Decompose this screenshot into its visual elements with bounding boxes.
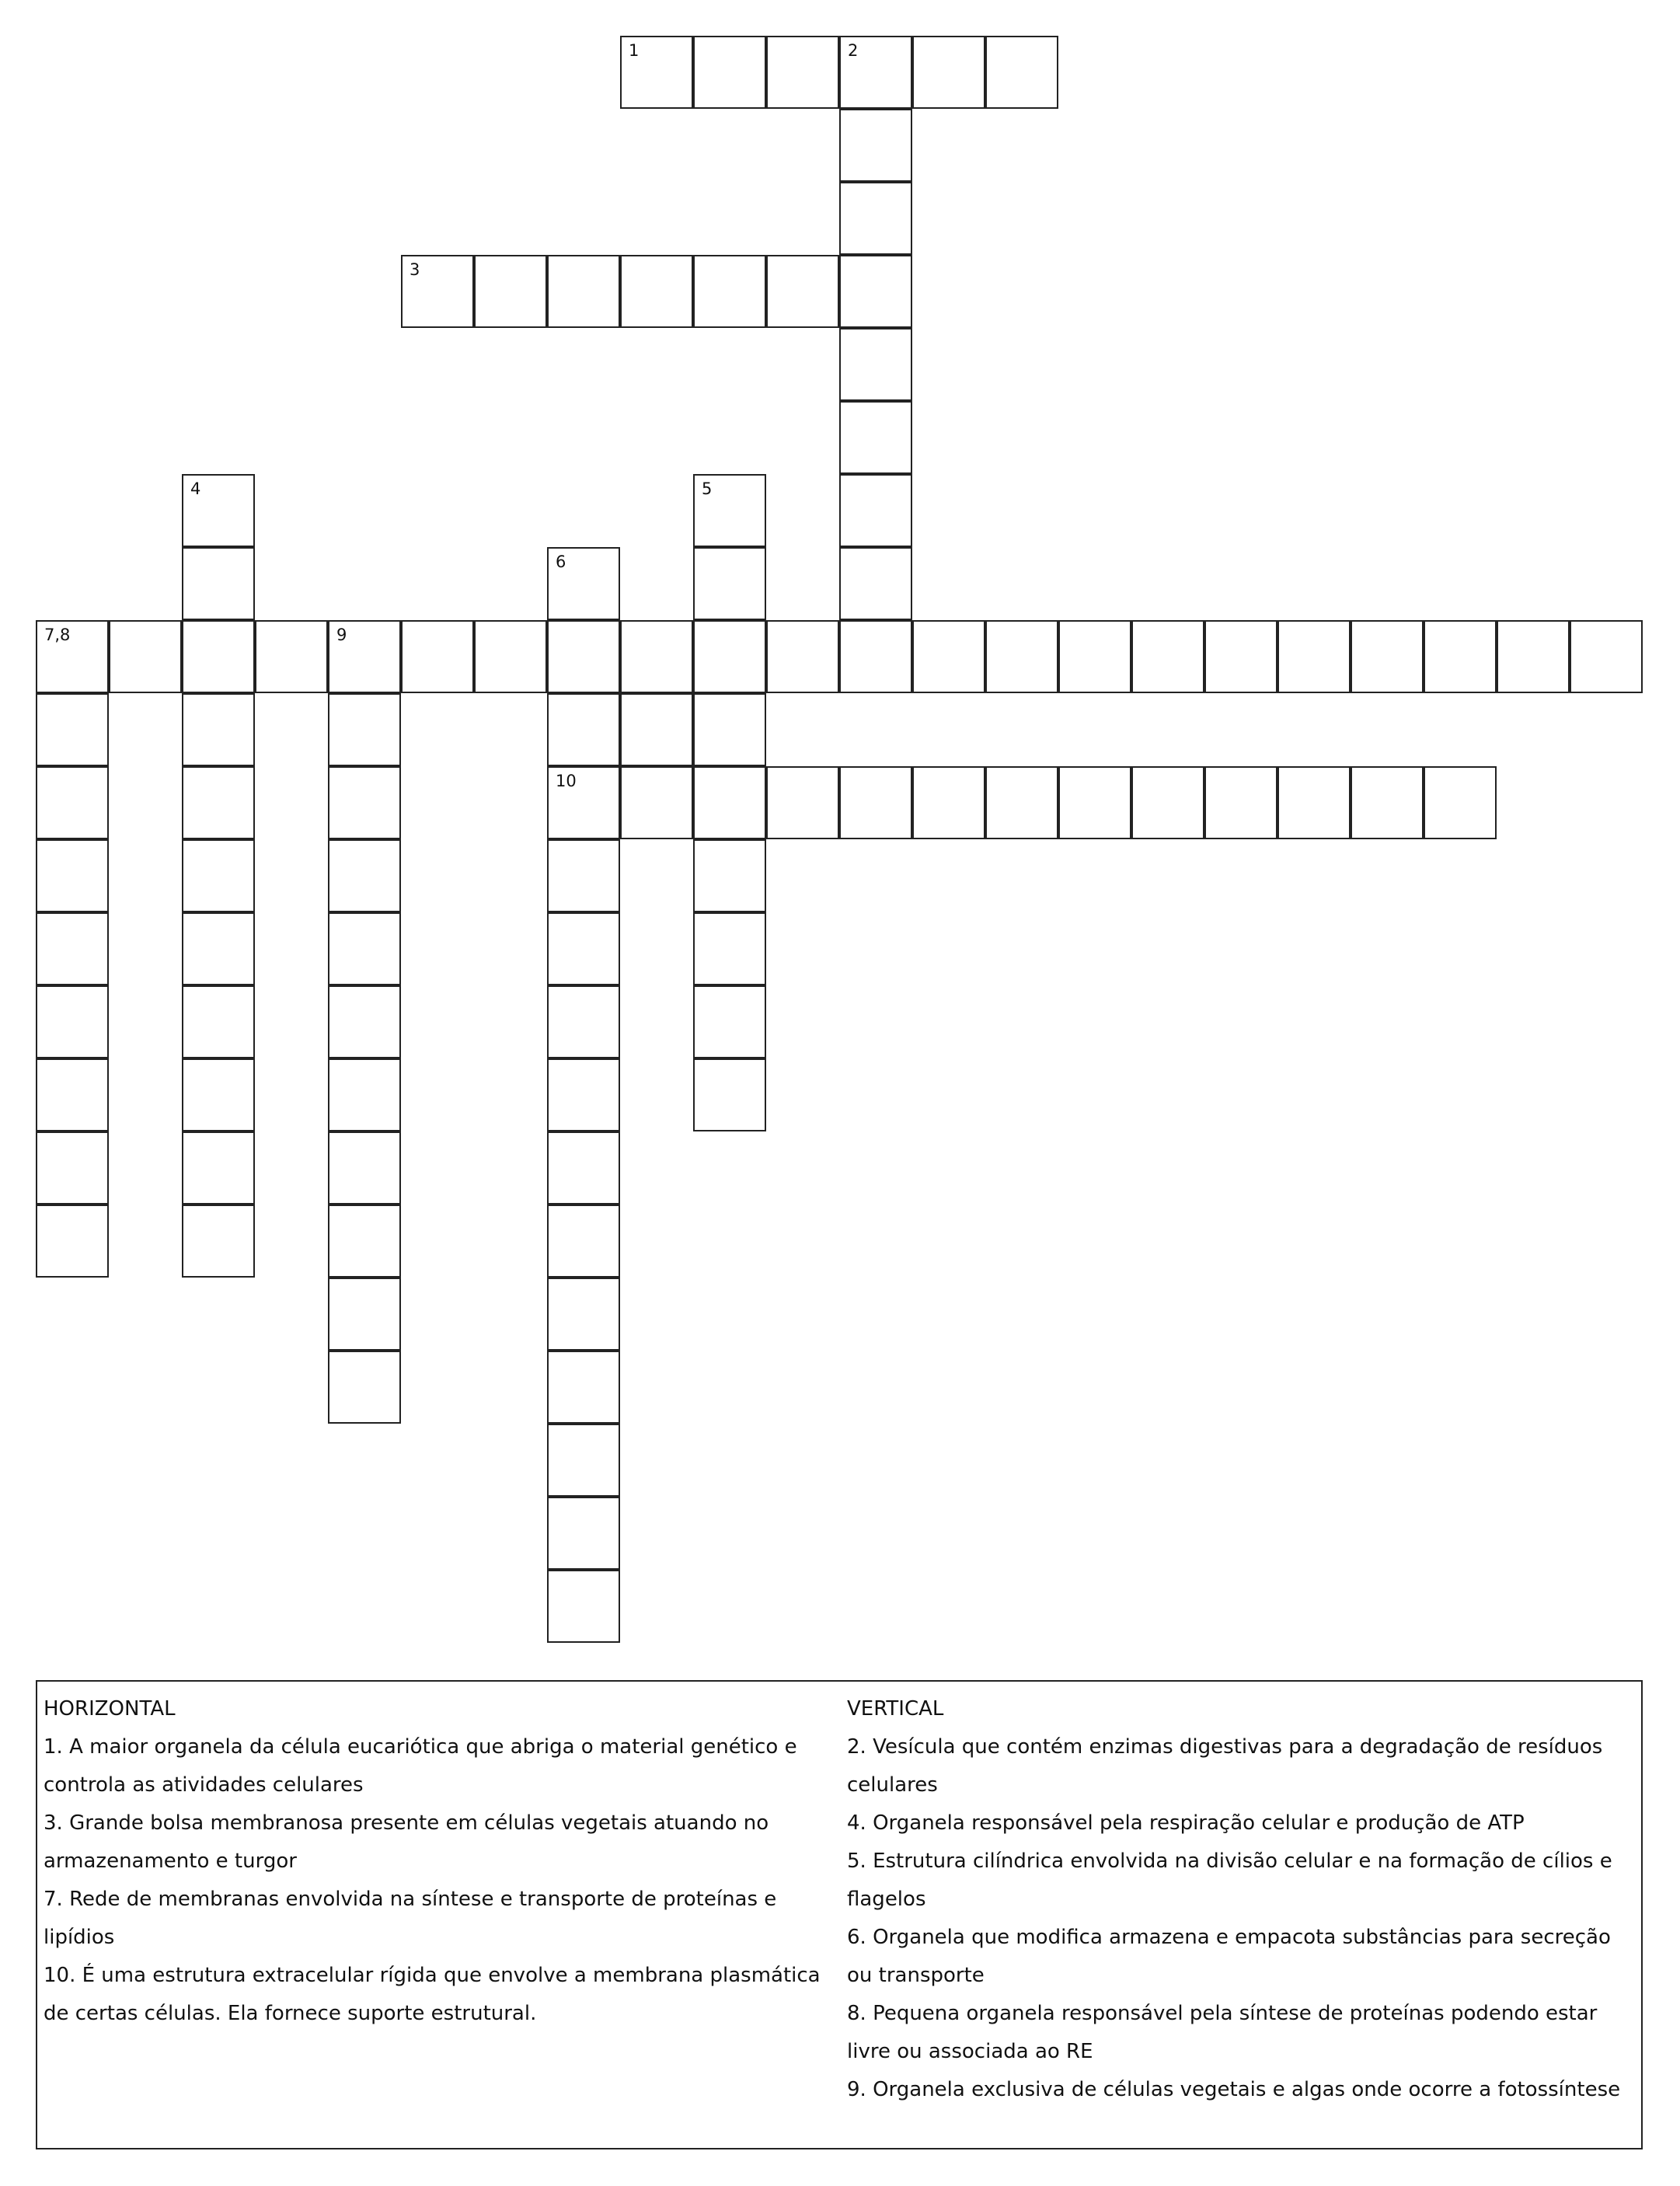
grid-cell[interactable] bbox=[547, 1424, 620, 1497]
vertical-clue-2: 2. Vesícula que contém enzimas digestivas para a degradação de resíduos celulares bbox=[847, 1735, 1603, 1797]
grid-cell[interactable] bbox=[182, 839, 255, 912]
horizontal-clue-1: 1. A maior organela da célula eucariótica que abriga o material genético e controla as atividades celulares bbox=[44, 1735, 797, 1797]
grid-cell[interactable] bbox=[693, 985, 766, 1058]
clue-number: 1 bbox=[629, 41, 640, 60]
grid-cell[interactable] bbox=[547, 1058, 620, 1131]
clue-number: 6 bbox=[556, 553, 566, 571]
grid-cell[interactable] bbox=[839, 620, 912, 693]
grid-cell[interactable] bbox=[547, 547, 620, 620]
grid-cell[interactable] bbox=[1058, 766, 1131, 839]
grid-cell[interactable] bbox=[36, 1205, 109, 1278]
clue-number: 2 bbox=[848, 41, 859, 60]
clue-number: 5 bbox=[702, 479, 713, 498]
grid-cell[interactable] bbox=[693, 1058, 766, 1131]
vertical-clue-6: 6. Organela que modifica armazena e empacota substâncias para secreção ou transporte bbox=[847, 1926, 1611, 1987]
grid-cell[interactable] bbox=[182, 620, 255, 693]
grid-cell[interactable] bbox=[1277, 620, 1351, 693]
grid-cell[interactable] bbox=[182, 693, 255, 766]
grid-cell[interactable] bbox=[912, 36, 985, 109]
grid-cell[interactable] bbox=[328, 985, 401, 1058]
vertical-clue-5: 5. Estrutura cilíndrica envolvida na divisão celular e na formação de cílios e flagelos bbox=[847, 1850, 1612, 1911]
grid-cell[interactable] bbox=[1131, 766, 1204, 839]
grid-cell[interactable] bbox=[328, 766, 401, 839]
clues-box bbox=[36, 1680, 1643, 2149]
grid-cell[interactable] bbox=[547, 1570, 620, 1643]
vertical-clue-8: 8. Pequena organela responsável pela síntese de proteínas podendo estar livre ou associada ao RE bbox=[847, 2002, 1598, 2063]
grid-cell[interactable] bbox=[1424, 766, 1497, 839]
grid-cell[interactable] bbox=[1497, 620, 1570, 693]
grid-cell[interactable] bbox=[36, 839, 109, 912]
grid-cell[interactable] bbox=[839, 547, 912, 620]
grid-cell[interactable] bbox=[620, 693, 693, 766]
grid-cell[interactable] bbox=[328, 693, 401, 766]
grid-cell[interactable] bbox=[693, 36, 766, 109]
horizontal-clue-7: 7. Rede de membranas envolvida na síntese e transporte de proteínas e lipídios bbox=[44, 1888, 777, 1949]
grid-cell[interactable] bbox=[547, 912, 620, 985]
grid-cell[interactable] bbox=[109, 620, 182, 693]
grid-cell[interactable] bbox=[547, 1278, 620, 1351]
grid-cell[interactable] bbox=[620, 36, 693, 109]
grid-cell[interactable] bbox=[182, 1058, 255, 1131]
grid-cell[interactable] bbox=[839, 36, 912, 109]
grid-cell[interactable] bbox=[1204, 766, 1277, 839]
grid-cell[interactable] bbox=[620, 766, 693, 839]
grid-cell[interactable] bbox=[839, 328, 912, 401]
horizontal-clue-3: 3. Grande bolsa membranosa presente em células vegetais atuando no armazenamento e turgor bbox=[44, 1811, 769, 1873]
grid-cell[interactable] bbox=[328, 620, 401, 693]
grid-cell[interactable] bbox=[839, 109, 912, 182]
horizontal-clue-10: 10. É uma estrutura extracelular rígida que envolve a membrana plasmática de certas células. Ela fornece suporte estrutural. bbox=[44, 1964, 821, 2025]
grid-cell[interactable] bbox=[693, 912, 766, 985]
grid-cell[interactable] bbox=[1570, 620, 1643, 693]
grid-cell[interactable] bbox=[36, 766, 109, 839]
vertical-clue-4: 4. Organela responsável pela respiração celular e produção de ATP bbox=[847, 1811, 1525, 1835]
grid-cell[interactable] bbox=[766, 255, 839, 328]
grid-cell[interactable] bbox=[839, 255, 912, 328]
grid-cell[interactable] bbox=[1351, 766, 1424, 839]
grid-cell[interactable] bbox=[1424, 620, 1497, 693]
grid-cell[interactable] bbox=[547, 1351, 620, 1424]
grid-cell[interactable] bbox=[1204, 620, 1277, 693]
grid-cell[interactable] bbox=[182, 474, 255, 547]
clue-number: 3 bbox=[410, 260, 420, 279]
grid-cell[interactable] bbox=[839, 401, 912, 474]
grid-cell[interactable] bbox=[474, 620, 547, 693]
grid-cell[interactable] bbox=[985, 620, 1058, 693]
grid-cell[interactable] bbox=[693, 839, 766, 912]
clue-number: 9 bbox=[336, 626, 347, 644]
grid-cell[interactable] bbox=[839, 474, 912, 547]
grid-cell[interactable] bbox=[328, 1351, 401, 1424]
grid-cell[interactable] bbox=[912, 766, 985, 839]
grid-cell[interactable] bbox=[36, 1058, 109, 1131]
grid-cell[interactable] bbox=[328, 1131, 401, 1205]
grid-cell[interactable] bbox=[182, 1131, 255, 1205]
grid-cell[interactable] bbox=[182, 1205, 255, 1278]
grid-cell[interactable] bbox=[328, 1278, 401, 1351]
grid-cell[interactable] bbox=[766, 620, 839, 693]
grid-cell[interactable] bbox=[36, 1131, 109, 1205]
grid-cell[interactable] bbox=[547, 255, 620, 328]
grid-cell[interactable] bbox=[693, 255, 766, 328]
grid-cell[interactable] bbox=[1277, 766, 1351, 839]
grid-cell[interactable] bbox=[693, 474, 766, 547]
grid-cell[interactable] bbox=[620, 255, 693, 328]
grid-cell[interactable] bbox=[36, 693, 109, 766]
grid-cell[interactable] bbox=[36, 985, 109, 1058]
grid-cell[interactable] bbox=[1351, 620, 1424, 693]
grid-cell[interactable] bbox=[766, 766, 839, 839]
grid-cell[interactable] bbox=[547, 1497, 620, 1570]
grid-cell[interactable] bbox=[547, 985, 620, 1058]
grid-cell[interactable] bbox=[985, 766, 1058, 839]
grid-cell[interactable] bbox=[1131, 620, 1204, 693]
grid-cell[interactable] bbox=[328, 1058, 401, 1131]
grid-cell[interactable] bbox=[693, 547, 766, 620]
grid-cell[interactable] bbox=[401, 255, 474, 328]
grid-cell[interactable] bbox=[182, 766, 255, 839]
grid-cell[interactable] bbox=[547, 1205, 620, 1278]
grid-cell[interactable] bbox=[693, 620, 766, 693]
grid-cell[interactable] bbox=[547, 693, 620, 766]
vertical-clues bbox=[847, 1690, 1640, 2109]
grid-cell[interactable] bbox=[547, 620, 620, 693]
grid-cell[interactable] bbox=[693, 766, 766, 839]
grid-cell[interactable] bbox=[474, 255, 547, 328]
clue-number: 10 bbox=[556, 772, 577, 790]
clue-number: 4 bbox=[190, 479, 201, 498]
horizontal-clues bbox=[44, 1690, 836, 2033]
grid-cell[interactable] bbox=[328, 839, 401, 912]
grid-cell[interactable] bbox=[766, 36, 839, 109]
grid-cell[interactable] bbox=[839, 182, 912, 255]
grid-cell[interactable] bbox=[985, 36, 1058, 109]
vertical-heading: VERTICAL bbox=[847, 1697, 944, 1721]
grid-cell[interactable] bbox=[912, 620, 985, 693]
grid-cell[interactable] bbox=[255, 620, 328, 693]
clue-number: 7,8 bbox=[44, 626, 71, 644]
grid-cell[interactable] bbox=[328, 1205, 401, 1278]
grid-cell[interactable] bbox=[1058, 620, 1131, 693]
grid-cell[interactable] bbox=[401, 620, 474, 693]
grid-cell[interactable] bbox=[693, 693, 766, 766]
grid-cell[interactable] bbox=[547, 839, 620, 912]
grid-cell[interactable] bbox=[839, 766, 912, 839]
grid-cell[interactable] bbox=[547, 1131, 620, 1205]
grid-cell[interactable] bbox=[547, 766, 620, 839]
grid-cell[interactable] bbox=[182, 547, 255, 620]
grid-cell[interactable] bbox=[36, 620, 109, 693]
vertical-clue-9: 9. Organela exclusiva de células vegetais e algas onde ocorre a fotossíntese bbox=[847, 2078, 1621, 2101]
grid-cell[interactable] bbox=[182, 985, 255, 1058]
grid-cell[interactable] bbox=[620, 620, 693, 693]
horizontal-heading: HORIZONTAL bbox=[44, 1697, 176, 1721]
grid-cell[interactable] bbox=[36, 912, 109, 985]
grid-cell[interactable] bbox=[182, 912, 255, 985]
grid-cell[interactable] bbox=[328, 912, 401, 985]
